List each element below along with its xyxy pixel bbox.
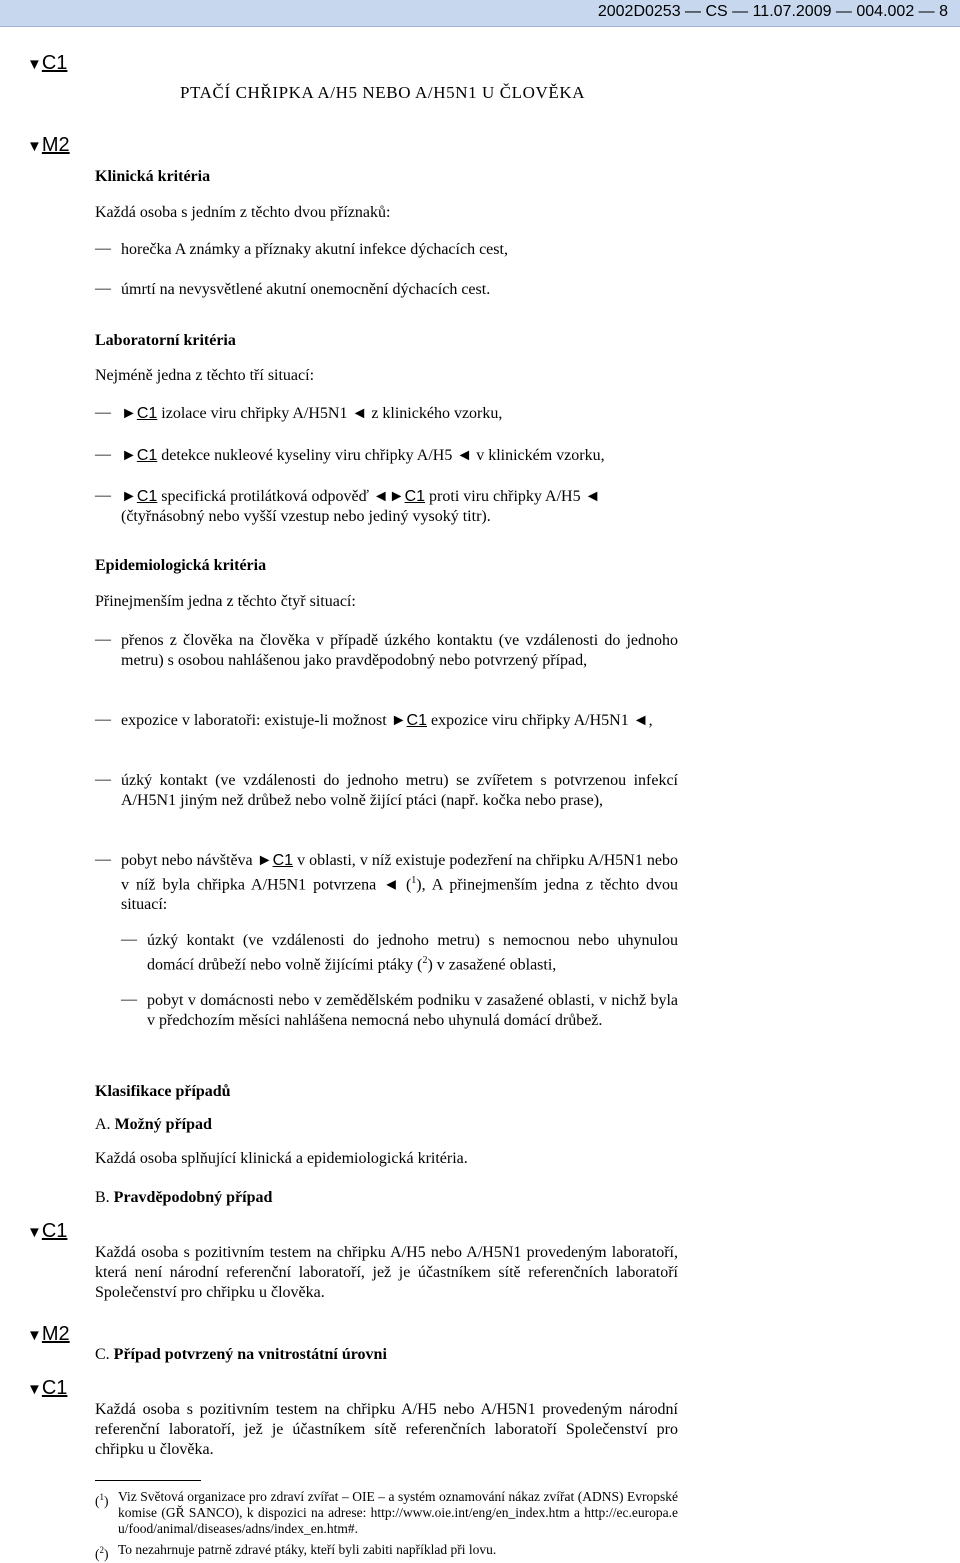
inline-marker-code[interactable]: C1 [406,712,427,729]
inline-marker-code[interactable]: C1 [136,488,158,505]
inserted-text: A/H5N1 [573,712,629,729]
epidemiological-subitem: úzký kontakt (ve vzdálenosti do jednoho metru) s nemocnou nebo uhynulou domácí drůbeží nebo volně žijícími ptáky ($^2$) v zasažené oblasti, [147,932,678,974]
left-triangle-icon: ◄ [383,876,399,894]
epidemiological-item: přenos z člověka na člověka v případě úzkého kontaktu (ve vzdálenosti do jednoho metru) s osobou nahlášenou jako pravděpodobný nebo potvrzený případ, [121,632,678,669]
classification-heading: Klasifikace případů [95,1083,231,1100]
inserted-text: v oblasti, v níž existuje podezření na chřipku [297,852,585,869]
footnote-number: ($^1$) [95,1492,109,1509]
right-triangle-icon: ► [121,405,137,422]
laboratory-item [121,446,605,466]
item-text: A přinejmenším jedna z těchto dvou situací: [121,876,679,914]
footnote-num: 1 [99,1492,104,1502]
footnote-separator [95,1480,201,1481]
epidemiological-heading: Epidemiologická kritéria [95,557,267,574]
case-letter: B. [95,1189,110,1206]
list-dash: — [121,931,137,948]
right-triangle-icon: ► [121,488,137,505]
list-dash: — [121,991,137,1008]
footnote-number: ($^2$) [95,1545,109,1562]
clinical-intro: Každá osoba s jedním z těchto dvou příznaků: [95,204,391,221]
footnote-text: To nezahrnuje patrně zdravé ptáky, kteří byli zabiti například při lovu. [118,1542,497,1557]
case-title: Pravděpodobný případ [113,1189,273,1206]
down-triangle-icon: ▼ [27,1381,42,1398]
epidemiological-item [121,711,678,731]
margin-marker-m2 [27,134,70,157]
page-title: PTAČÍ CHŘIPKA A/H5 NEBO A/H5N1 U ČLOVĚKA [180,83,586,102]
laboratory-item [121,404,502,424]
case-b-heading [95,1188,272,1208]
inline-marker-code[interactable]: C1 [404,488,426,505]
right-triangle-icon: ► [256,852,273,869]
margin-marker-c1 [27,52,67,75]
list-dash: — [95,404,111,421]
case-a-text: Každá osoba splňující klinická a epidemiologická kritéria. [95,1150,468,1167]
inline-marker-code[interactable]: C1 [272,852,294,869]
footnote-num: 2 [99,1545,104,1555]
inserted-text: expozice viru chřipky [431,712,571,729]
marker-code[interactable]: C1 [41,1220,68,1242]
inline-marker-code[interactable]: C1 [136,405,158,422]
item-text: , [648,712,653,729]
laboratory-item-continuation: (čtyřnásobný nebo vyšší vzestup nebo jediný vysoký titr). [121,508,491,525]
down-triangle-icon: ▼ [27,1327,42,1344]
item-text: v zasažené oblasti, [436,956,557,974]
case-c-heading [95,1345,387,1365]
footnote-text: Viz Světová organizace pro zdraví zvířat – OIE – a systém oznamování nákaz zvířat (ADNS) Evropské komise (GŘ SANCO), k dispozici na adrese: http://www.oie.int/eng/en_index.htm a http://ec.europa.eu/food/animal/diseases/adns/index_en.htm#. [118,1489,678,1536]
list-dash: — [95,240,111,257]
epidemiological-subitem: pobyt v domácnosti nebo v zemědělském podniku v zasažené oblasti, v nichž byla v předchozím měsíci nahlášena nemocná nebo uhynulá domácí drůbež. [147,992,678,1029]
epidemiological-intro: Přinejmenším jedna z těchto čtyř situací: [95,593,356,610]
case-letter: C. [95,1346,110,1363]
left-triangle-icon: ◄ [351,405,368,422]
footnote-ref[interactable]: 2 [422,955,428,966]
list-dash: — [95,280,111,297]
epidemiological-item: pobyt nebo návštěva ►C1 v oblasti, v níž existuje podezření na chřipku A/H5N1 nebo v níž byla chřipka A/H5N1 potvrzena ◄ ($^1$), A přinejmenším jedna z těchto dvou situací: [121,852,679,914]
list-dash: — [95,771,111,788]
laboratory-heading: Laboratorní kritéria [95,332,236,349]
margin-marker-c1 [27,1377,67,1400]
list-dash: — [95,851,111,868]
left-triangle-icon: ◄ [632,712,649,729]
item-text: expozice v laboratoři: existuje-li možnost [121,712,387,729]
case-letter: A. [95,1116,111,1133]
case-title: Případ potvrzený na vnitrostátní úrovni [113,1346,387,1363]
margin-marker-c1 [27,1220,67,1243]
down-triangle-icon: ▼ [27,1224,42,1241]
inserted-text: specifická protilátková odpověď [161,488,369,505]
clinical-item: úmrtí na nevysvětlené akutní onemocnění dýchacích cest. [121,281,491,298]
list-dash: — [95,711,111,728]
item-text: pobyt nebo návštěva [121,852,253,869]
page-header-bar [0,0,960,27]
clinical-heading: Klinická kritéria [95,168,211,185]
marker-code[interactable]: M2 [41,1323,70,1345]
right-triangle-icon: ► [121,447,137,464]
epidemiological-item: úzký kontakt (ve vzdálenosti do jednoho metru) se zvířetem s potvrzenou infekcí A/H5N1 jiným než drůbež nebo volně žijící ptáci (např. kočka nebo prase), [121,772,678,809]
inserted-text: detekce nukleové kyseliny viru chřipky A/H5 [161,447,453,464]
clinical-item: horečka A známky a příznaky akutní infekce dýchacích cest, [121,241,508,258]
left-triangle-icon: ◄ [372,488,389,505]
list-dash: — [95,631,111,648]
margin-marker-m2 [27,1323,70,1346]
inserted-text: A/H5N1 nebo v níž byla chřipka A/H5N1 potvrzena [121,852,679,894]
marker-code[interactable]: C1 [41,52,68,74]
case-b-text: Každá osoba s pozitivním testem na chřipku A/H5 nebo A/H5N1 provedeným laboratoří, která není národní referenční laboratoří, jež je účastníkem sítě referenčních laboratoří Společenství pro chřipku u člověka. [95,1244,678,1301]
item-text: z klinického vzorku, [371,405,503,422]
page-header-text: 2002D0253 — CS — 11.07.2009 — 004.002 — 8 [597,3,948,20]
right-triangle-icon: ► [388,488,405,505]
right-triangle-icon: ► [390,712,407,729]
inline-marker-code[interactable]: C1 [136,447,158,464]
item-text: v klinickém vzorku, [476,447,605,464]
marker-code[interactable]: M2 [41,134,70,156]
case-a-heading [95,1115,212,1135]
marker-code[interactable]: C1 [41,1377,68,1399]
laboratory-intro: Nejméně jedna z těchto tří situací: [95,367,315,384]
list-dash: — [95,487,111,504]
footnote-ref[interactable]: 1 [411,875,417,886]
case-title: Možný případ [114,1116,212,1133]
item-text: úzký kontakt (ve vzdálenosti do jednoho metru) s nemocnou nebo uhynulou domácí drůbeží nebo volně žijícími ptáky [147,932,678,974]
inserted-text: izolace viru chřipky A/H5N1 [161,405,348,422]
down-triangle-icon: ▼ [27,56,42,73]
left-triangle-icon: ◄ [456,447,473,464]
list-dash: — [95,446,111,463]
case-c-text: Každá osoba s pozitivním testem na chřipku A/H5 nebo A/H5N1 provedeným národní referenční laboratoří, jež je účastníkem sítě referenčních laboratoří Společenství pro chřipku u člověka. [95,1401,678,1458]
left-triangle-icon: ◄ [584,488,601,505]
laboratory-item [121,487,679,507]
inserted-text: proti viru chřipky A/H5 [429,488,581,505]
down-triangle-icon: ▼ [27,138,42,155]
